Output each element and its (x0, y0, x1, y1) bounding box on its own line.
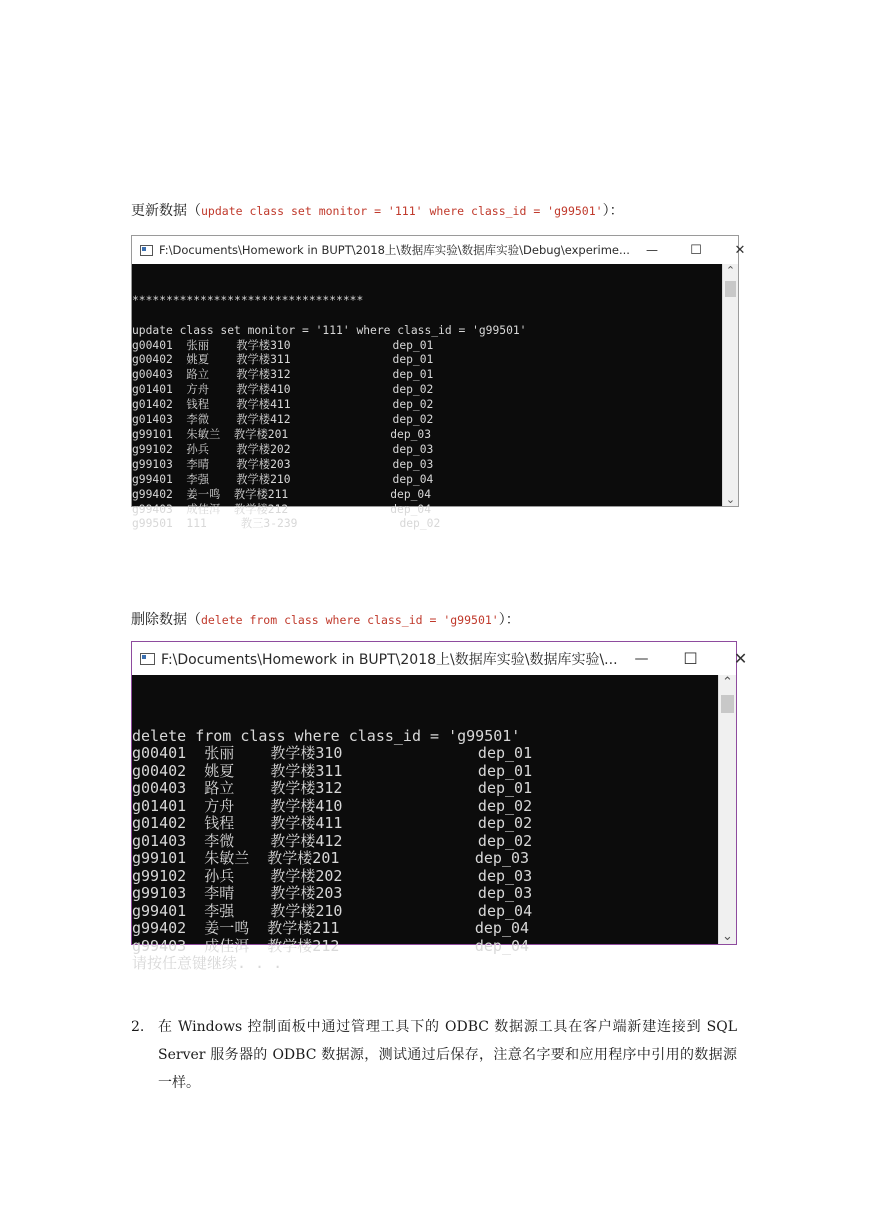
maximize-button[interactable]: ☐ (690, 242, 702, 258)
table-row: g99103 李晴 教学楼203 dep_03 (132, 457, 434, 471)
close-button[interactable]: ✕ (734, 242, 746, 258)
table-row: g99402 姜一鸣 教学楼211 dep_04 (132, 919, 530, 937)
step-number: 2. (131, 1019, 145, 1035)
table-row: g00403 路立 教学楼312 dep_01 (132, 779, 533, 797)
continue-prompt: 请按任意键继续. . . (132, 954, 283, 972)
console-output (132, 264, 722, 531)
vertical-scrollbar[interactable] (722, 264, 738, 506)
table-row: g01402 钱程 教学楼411 dep_02 (132, 398, 434, 412)
sql-command-line: delete from class where class_id = 'g99501' (132, 726, 521, 745)
table-row: g99402 姜一鸣 教学楼211 dep_04 (132, 487, 432, 501)
console-window-update (131, 235, 746, 531)
console-app-icon (140, 245, 153, 256)
separator-line: ********************************** (132, 293, 364, 307)
window-titlebar[interactable] (132, 642, 748, 675)
table-row: g99101 朱敏兰 教学楼201 dep_03 (132, 849, 530, 867)
table-row: g99102 孙兵 教学楼202 dep_03 (132, 442, 434, 456)
delete-caption: 删除数据（delete from class where class_id = 'g99501'）： (131, 612, 520, 628)
vertical-scrollbar[interactable] (718, 675, 736, 944)
step-text: 在 Windows 控制面板中通过管理工具下的 ODBC 数据源工具在客户端新建连接到 SQL Server 服务器的 ODBC 数据源，测试通过后保存，注意名字要和应用程序中引用的数据源一样。 (158, 1019, 737, 1091)
table-row: g99101 朱敏兰 教学楼201 dep_03 (132, 427, 432, 441)
scroll-up-icon[interactable]: ⌃ (725, 264, 736, 277)
table-row: g01403 李微 教学楼412 dep_02 (132, 831, 533, 850)
table-row: g01403 李微 教学楼412 dep_02 (132, 413, 434, 427)
table-row: g99403 成佳洱 教学楼212 dep_04 (132, 502, 432, 516)
table-row: g00402 姚夏 教学楼311 dep_01 (132, 353, 434, 367)
window-title: F:\Documents\Homework in BUPT\2018上\数据库实验\数据库实验\Debug\experime... (159, 243, 630, 257)
window-titlebar[interactable] (132, 236, 746, 264)
console-app-icon (140, 653, 155, 665)
update-label: 更新数据 (131, 203, 187, 219)
table-row: g00403 路立 教学楼312 dep_01 (132, 368, 434, 382)
table-row: g01401 方舟 教学楼410 dep_02 (132, 796, 533, 815)
scroll-down-icon[interactable]: ⌄ (725, 493, 736, 506)
table-row: g99102 孙兵 教学楼202 dep_03 (132, 866, 533, 885)
table-row: g99501 111 教三3-239 dep_02 (132, 517, 441, 531)
update-caption: 更新数据（update class set monitor = '111' where class_id = 'g99501'）： (131, 203, 624, 219)
table-row: g00402 姚夏 教学楼311 dep_01 (132, 761, 533, 780)
scroll-up-icon[interactable]: ⌃ (722, 675, 733, 690)
close-button[interactable]: ✕ (733, 649, 748, 668)
minimize-button[interactable]: — (634, 650, 649, 667)
scrollbar-thumb[interactable] (721, 695, 734, 713)
maximize-button[interactable]: ☐ (683, 649, 698, 668)
scroll-down-icon[interactable]: ⌄ (722, 929, 733, 944)
table-row: g99403 成佳洱 教学楼212 dep_04 (132, 936, 530, 955)
sql-command-line: update class set monitor = '111' where class_id = 'g99501' (132, 323, 527, 337)
delete-label: 删除数据 (131, 612, 187, 628)
window-title: F:\Documents\Homework in BUPT\2018上\数据库实验\数据库实验\... (161, 651, 618, 668)
update-sql: update class set monitor = '111' where class_id = 'g99501' (201, 204, 603, 218)
table-row: g01402 钱程 教学楼411 dep_02 (132, 814, 533, 832)
table-row: g99401 李强 教学楼210 dep_04 (132, 472, 434, 486)
minimize-button[interactable]: — (645, 243, 658, 257)
console-window-delete (131, 641, 748, 972)
table-row: g99401 李强 教学楼210 dep_04 (132, 901, 533, 920)
table-row: g00401 张丽 教学楼310 dep_01 (132, 338, 434, 352)
scrollbar-thumb[interactable] (725, 281, 736, 297)
delete-sql: delete from class where class_id = 'g99501' (201, 613, 499, 627)
table-row: g01401 方舟 教学楼410 dep_02 (132, 383, 434, 397)
table-row: g00401 张丽 教学楼310 dep_01 (132, 744, 533, 762)
table-row: g99103 李晴 教学楼203 dep_03 (132, 884, 533, 902)
console-output (132, 675, 718, 972)
